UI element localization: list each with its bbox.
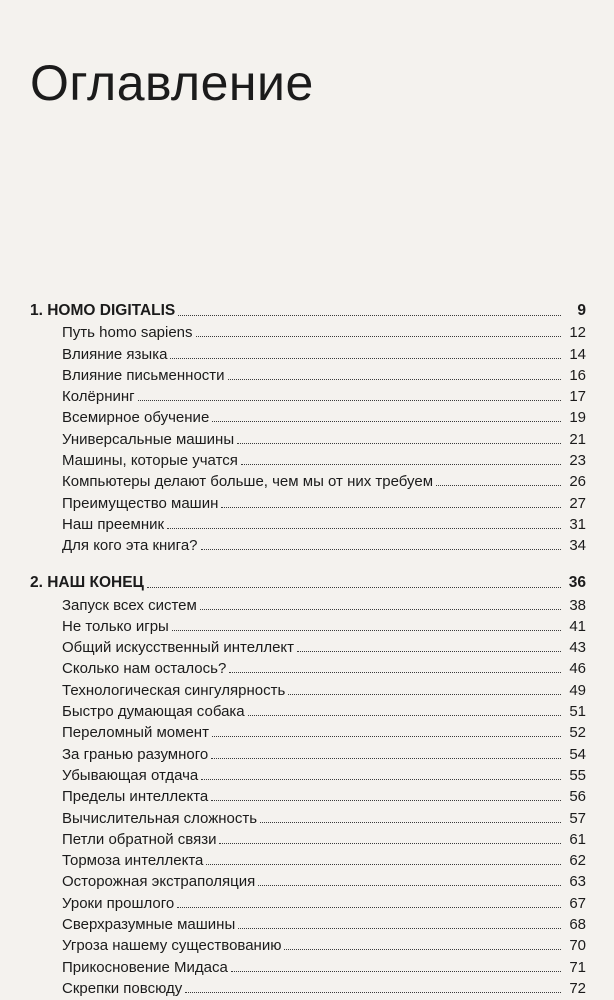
toc-entry-page-number: 17: [569, 388, 586, 406]
toc-entry-page-number: 61: [569, 830, 586, 848]
toc-entry-label: Переломный момент: [62, 724, 209, 742]
toc-entry: [30, 763, 586, 784]
toc-entry: [30, 614, 586, 635]
toc-entry-page-number: 52: [569, 724, 586, 742]
toc-entry-page-number: 34: [569, 537, 586, 555]
toc-entry: [30, 341, 586, 362]
toc-entry-label: Влияние языка: [62, 345, 168, 363]
toc-entry-label: Машины, которые учатся: [62, 452, 238, 470]
toc-entry: [30, 677, 586, 698]
table-of-contents: [30, 298, 586, 997]
toc-entry-label: Сколько нам осталось?: [62, 660, 227, 678]
toc-entry: [30, 954, 586, 975]
dot-leader: [185, 992, 561, 993]
toc-entry: [30, 933, 586, 954]
toc-entry-page-number: 19: [569, 409, 586, 427]
dot-leader: [436, 485, 561, 486]
toc-entry: [30, 635, 586, 656]
toc-entry-label: Общий искусственный интеллект: [62, 639, 295, 657]
toc-entry: [30, 469, 586, 490]
toc-entry-page-number: 16: [569, 366, 586, 384]
dot-leader: [237, 443, 561, 444]
toc-entry-page-number: 41: [569, 617, 586, 635]
toc-entry-page-number: 49: [569, 681, 586, 699]
chapter-heading-page-number: 36: [568, 574, 586, 592]
toc-entry: [30, 426, 586, 447]
toc-entry: [30, 741, 586, 762]
toc-entry: [30, 784, 586, 805]
toc-entry-page-number: 27: [569, 494, 586, 512]
toc-entry-page-number: 38: [569, 596, 586, 614]
toc-entry-label: Компьютеры делают больше, чем мы от них требуем: [62, 473, 434, 491]
toc-entry-label: Скрепки повсюду: [62, 979, 183, 997]
toc-entry-label: Вычислительная сложность: [62, 809, 258, 827]
toc-entry-label: Сверхразумные машины: [62, 916, 236, 934]
toc-entry: [30, 533, 586, 554]
toc-entry: [30, 805, 586, 826]
toc-entry-page-number: 55: [569, 766, 586, 784]
dot-leader: [167, 528, 561, 529]
toc-entry-label: Не только игры: [62, 617, 169, 635]
page-title: Оглавление: [30, 55, 314, 111]
toc-entry-page-number: 23: [569, 452, 586, 470]
dot-leader: [219, 843, 561, 844]
toc-entry: [30, 656, 586, 677]
toc-entry-label: Петли обратной связи: [62, 830, 217, 848]
dot-leader: [212, 736, 561, 737]
toc-entry-label: Запуск всех систем: [62, 596, 197, 614]
dot-leader: [241, 464, 561, 465]
toc-entry-label: За гранью разумного: [62, 745, 209, 763]
toc-entry-page-number: 63: [569, 873, 586, 891]
dot-leader: [178, 315, 561, 316]
toc-entry-page-number: 57: [569, 809, 586, 827]
toc-entry-page-number: 12: [569, 324, 586, 342]
toc-entry-label: Наш преемник: [62, 515, 165, 533]
toc-entry: [30, 405, 586, 426]
dot-leader: [248, 715, 561, 716]
chapter-heading-label: 1. HOMO DIGITALIS: [30, 302, 176, 319]
toc-entry-label: Уроки прошлого: [62, 894, 175, 912]
dot-leader: [229, 672, 561, 673]
toc-entry-page-number: 46: [569, 660, 586, 678]
dot-leader: [138, 400, 561, 401]
toc-entry-label: Влияние письменности: [62, 366, 225, 384]
toc-entry-page-number: 67: [569, 894, 586, 912]
toc-entry-page-number: 72: [569, 979, 586, 997]
toc-entry: [30, 890, 586, 911]
dot-leader: [177, 907, 561, 908]
dot-leader: [201, 779, 561, 780]
toc-entry-page-number: 62: [569, 852, 586, 870]
toc-entry-page-number: 43: [569, 639, 586, 657]
dot-leader: [211, 758, 561, 759]
toc-entry-label: Быстро думающая собака: [62, 703, 245, 721]
toc-entry-label: Прикосновение Мидаса: [62, 958, 228, 976]
toc-entry-label: Тормоза интеллекта: [62, 852, 204, 870]
toc-entry-label: Технологическая сингулярность: [62, 681, 286, 699]
dot-leader: [297, 651, 561, 652]
dot-leader: [206, 864, 561, 865]
toc-entry-page-number: 31: [569, 515, 586, 533]
toc-entry-label: Для кого эта книга?: [62, 537, 198, 555]
toc-entry-page-number: 68: [569, 916, 586, 934]
toc-entry-page-number: 54: [569, 745, 586, 763]
dot-leader: [147, 587, 561, 588]
toc-entry-page-number: 14: [569, 345, 586, 363]
toc-entry-label: Колёрнинг: [62, 388, 135, 406]
toc-entry-label: Преимущество машин: [62, 494, 219, 512]
dot-leader: [200, 609, 561, 610]
chapter-heading-label: 2. НАШ КОНЕЦ: [30, 574, 144, 592]
toc-entry: [30, 592, 586, 613]
toc-entry-label: Пределы интеллекта: [62, 788, 209, 806]
toc-entry: [30, 720, 586, 741]
dot-leader: [231, 971, 561, 972]
toc-entry-label: Всемирное обучение: [62, 409, 210, 427]
toc-entry: [30, 512, 586, 533]
toc-entry-page-number: 51: [569, 703, 586, 721]
dot-leader: [284, 949, 561, 950]
dot-leader: [201, 549, 561, 550]
chapter-gap: [30, 554, 586, 570]
toc-entry-label: Универсальные машины: [62, 430, 235, 448]
toc-entry-page-number: 70: [569, 937, 586, 955]
toc-entry-label: Путь homo sapiens: [62, 324, 193, 342]
dot-leader: [258, 885, 561, 886]
toc-entry: [30, 384, 586, 405]
toc-entry-label: Осторожная экстраполяция: [62, 873, 256, 891]
toc-entry-label: Угроза нашему существованию: [62, 937, 282, 955]
toc-entry: [30, 827, 586, 848]
chapter-heading: [30, 570, 586, 592]
dot-leader: [172, 630, 561, 631]
dot-leader: [238, 928, 561, 929]
toc-entry: [30, 363, 586, 384]
dot-leader: [211, 800, 561, 801]
dot-leader: [228, 379, 561, 380]
toc-entry: [30, 699, 586, 720]
toc-entry: [30, 848, 586, 869]
dot-leader: [212, 421, 561, 422]
toc-entry-page-number: 26: [569, 473, 586, 491]
toc-entry: [30, 490, 586, 511]
toc-entry: [30, 448, 586, 469]
toc-entry-label: Убывающая отдача: [62, 766, 199, 784]
toc-entry: [30, 869, 586, 890]
toc-entry-page-number: 56: [569, 788, 586, 806]
dot-leader: [260, 822, 561, 823]
toc-entry-page-number: 71: [569, 958, 586, 976]
dot-leader: [196, 336, 561, 337]
toc-entry: [30, 320, 586, 341]
toc-entry-page-number: 21: [569, 430, 586, 448]
dot-leader: [221, 507, 561, 508]
chapter-heading-page-number: 9: [577, 302, 586, 319]
dot-leader: [170, 358, 561, 359]
chapter-heading: [30, 298, 586, 320]
dot-leader: [288, 694, 561, 695]
toc-entry: [30, 976, 586, 997]
toc-entry: [30, 912, 586, 933]
